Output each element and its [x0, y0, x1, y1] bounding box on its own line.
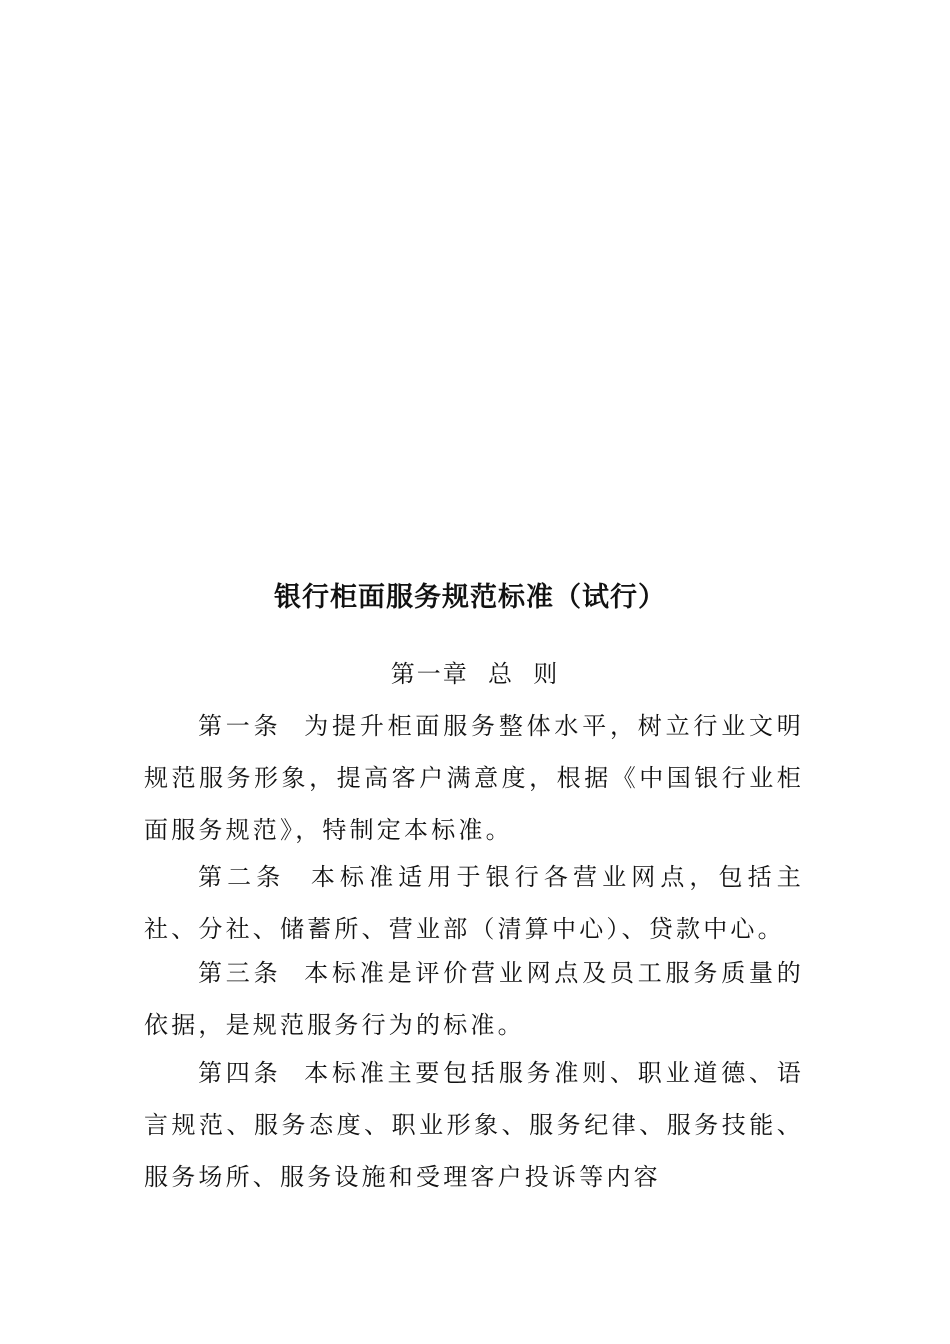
article-3: 第三条 本标准是评价营业网点及员工服务质量的依据，是规范服务行为的标准。	[144, 959, 804, 1039]
article-1: 第一条 为提升柜面服务整体水平，树立行业文明规范服务形象，提高客户满意度，根据《中国银行业柜面服务规范》，特制定本标准。	[144, 712, 804, 844]
article-2: 第二条 本标准适用于银行各营业网点，包括主社、分社、储蓄所、营业部（清算中心）、贷款中心。	[144, 863, 804, 943]
chapter-heading: 第一章 总 则	[390, 660, 560, 688]
article-4: 第四条 本标准主要包括服务准则、职业道德、语言规范、服务态度、职业形象、服务纪律、服务技能、服务场所、服务设施和受理客户投诉等内容	[144, 1059, 804, 1191]
document-title: 银行柜面服务规范标准（试行）	[274, 582, 666, 613]
